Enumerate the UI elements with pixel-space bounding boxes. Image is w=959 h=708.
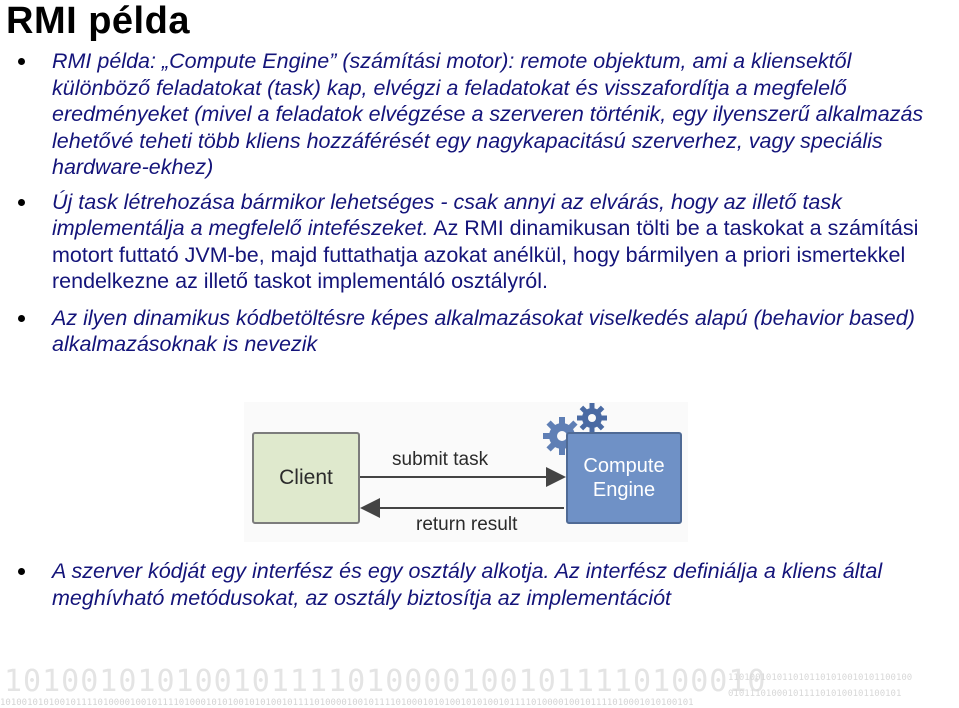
bullet-dot (18, 568, 25, 575)
binary-footer-decoration (0, 658, 959, 708)
bullet-dot (18, 199, 25, 206)
binary-text-right-line: 01011101000101111010100101100101 (728, 689, 902, 699)
engine-label-line1: Compute (583, 455, 665, 477)
compute-engine-box (566, 432, 682, 524)
gear-icon (577, 403, 607, 433)
bullet-text: A szerver kódját egy interfész és egy osztály alkotja. Az interfész definiálja a kliens által meghívható metódusokat, az osztály biztosítja az implementációt (52, 559, 883, 610)
client-box (252, 432, 360, 524)
rmi-diagram (244, 402, 688, 542)
bullet-text: Az ilyen dinamikus kódbetöltésre képes alkalmazásokat viselkedés alapú (behavior based) alkalmazásoknak is nevezik (52, 305, 915, 356)
bullet-text-italic: Új task létrehozása bármikor lehetséges - csak annyi az elvárás, hogy az illető task implementálja a megfelelő intefészeket. (52, 189, 842, 240)
client-label: Client (279, 466, 333, 489)
bullet-new-task (12, 189, 942, 295)
bullet-server-code (12, 558, 959, 611)
bullet-list (12, 48, 942, 358)
bullet-behavior-based (12, 305, 942, 358)
binary-text-right (728, 670, 912, 702)
bullet-text: Az RMI dinamikusan tölti be a taskokat a számítási motort futtató JVM-be, majd futtathatja azokat anélkül, hogy bármilyen a priori ismertekkel rendelkezne az illető taskot implementáló osztályról. (52, 216, 919, 293)
return-result-label: return result (416, 514, 518, 535)
bullet-text: RMI példa: „Compute Engine” (számítási motor): remote objektum, ami a kliensektől különböző feladatokat (task) kap, elvégzi a feladatokat és visszafordítja a megfelelő eredményeket (mivel a feladatok elvégzése a szerveren történik, egy ilyenszerű alkalmazás lehetővé teheti több kliens hozzáférését egy nagykapacitású szerverhez, vagy speciális hardware-ekhez) (52, 49, 924, 179)
binary-text-right-line: 1101001010110101101010010101100100 (728, 673, 913, 683)
binary-text-small: 10100101010010111101000010010111101000101010010101001011110100001001011110100010101001010100101111010000100101111010001010100101 (0, 698, 694, 708)
slide-title: RMI példa (6, 0, 190, 42)
submit-task-label: submit task (392, 449, 489, 470)
binary-text-large: 1010010101001011110100001001011110100010 (4, 664, 767, 699)
bullet-dot (18, 58, 25, 65)
bullet-dot (18, 315, 25, 322)
engine-label-line2: Engine (592, 479, 656, 501)
bullet-compute-engine (12, 48, 942, 181)
